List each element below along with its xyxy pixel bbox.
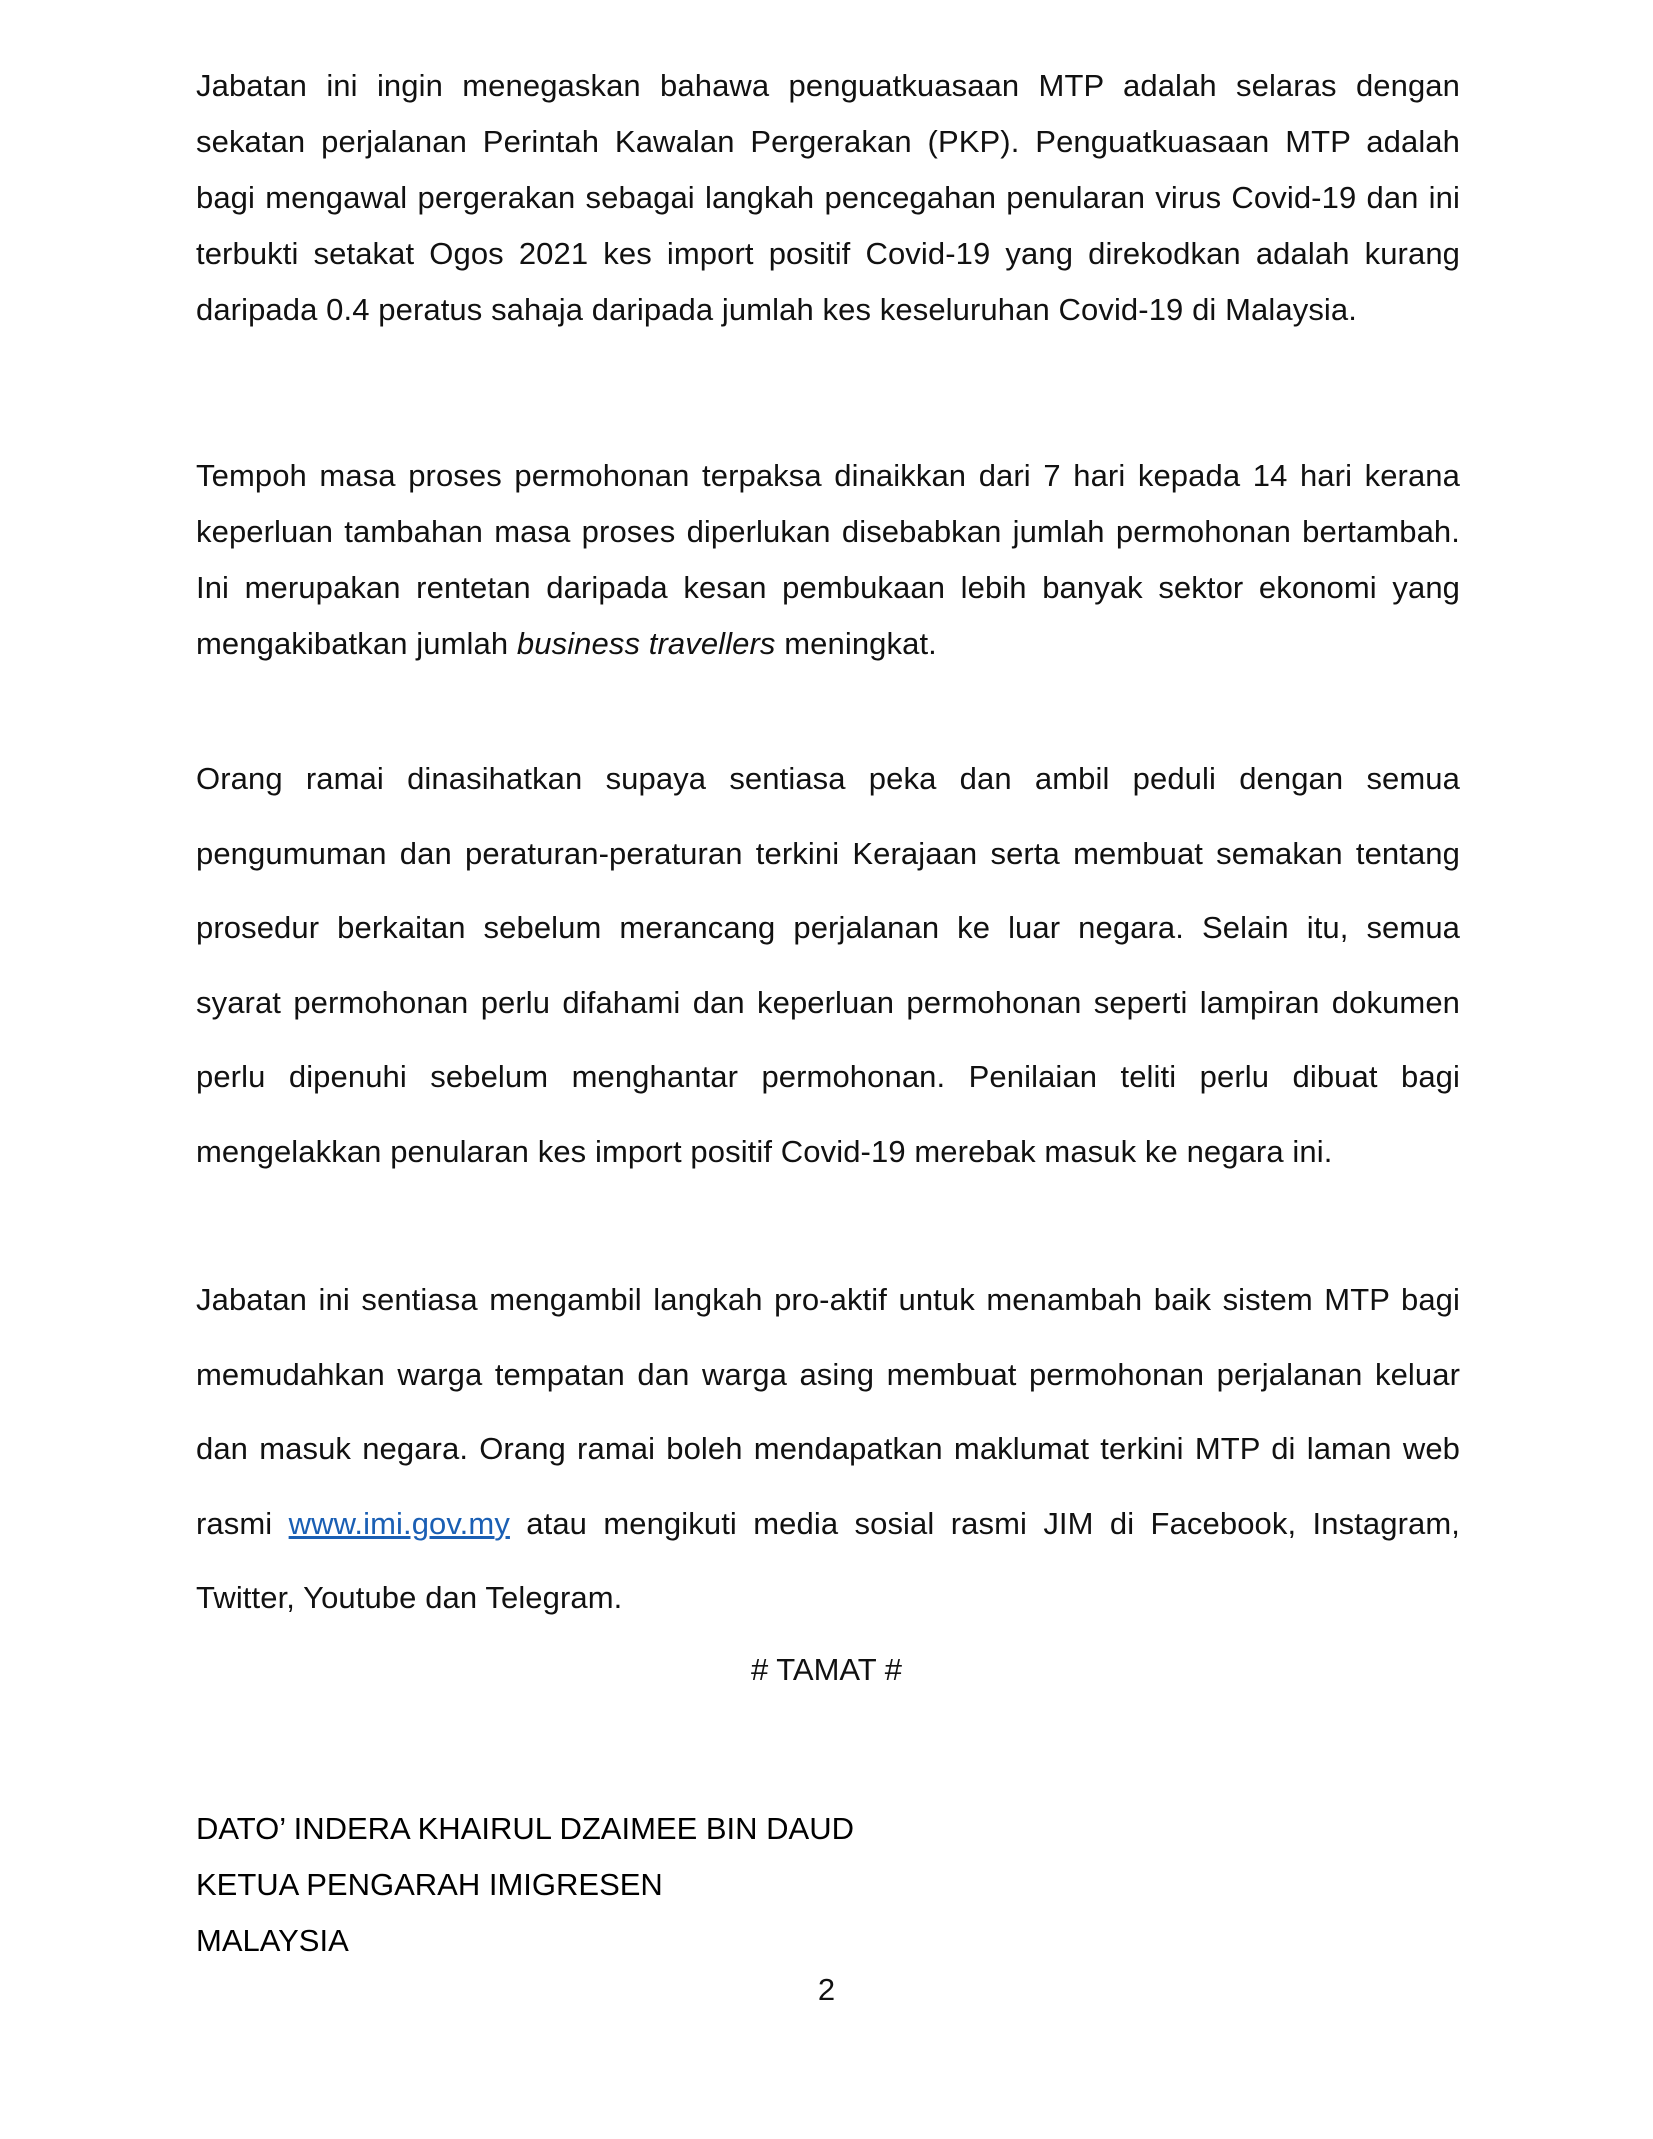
paragraph-text: Tempoh masa proses permohonan terpaksa dinaikkan dari 7 hari kepada 14 hari kerana keperluan tambahan masa proses diperlukan disebabkan jumlah permohonan bertambah. Ini merupakan rentetan daripada kesan pembukaan lebih banyak sektor ekonomi yang mengakibatkan jumlah (196, 458, 1460, 661)
paragraph-text: atau mengikuti media sosial rasmi JIM di Facebook, Instagram, Twitter, Youtube dan Telegram. (196, 1505, 1460, 1615)
paragraph-text: meningkat. (775, 626, 937, 661)
paragraph-mtp-system (196, 1263, 1460, 1636)
end-mark: # TAMAT # (750, 1652, 903, 1687)
signatory-name: DATO’ INDERA KHAIRUL DZAIMEE BIN DAUD (196, 1811, 854, 1846)
signature-block (196, 1801, 854, 1969)
page-number: 2 (817, 1972, 836, 2007)
official-website-link[interactable]: www.imi.gov.my (288, 1505, 510, 1541)
emphasis-business-travellers: business travellers (516, 626, 776, 661)
paragraph-mtp-enforcement: Jabatan ini ingin menegaskan bahawa penguatkuasaan MTP adalah selaras dengan sekatan perjalanan Perintah Kawalan Pergerakan (PKP). Penguatkuasaan MTP adalah bagi mengawal pergerakan sebagai langkah pencegahan penularan virus Covid-19 dan ini terbukti setakat Ogos 2021 kes import positif Covid-19 yang direkodkan adalah kurang daripada 0.4 peratus sahaja daripada jumlah kes keseluruhan Covid-19 di Malaysia. (196, 68, 1460, 327)
paragraph-text: Jabatan ini sentiasa mengambil langkah pro-aktif untuk menambah baik sistem MTP bagi memudahkan warga tempatan dan warga asing membuat permohonan perjalanan keluar dan masuk negara. Orang ramai boleh mendapatkan maklumat terkini MTP di laman web rasmi (196, 1282, 1460, 1541)
signatory-country: MALAYSIA (196, 1923, 349, 1958)
paragraph-processing-time (196, 448, 1460, 672)
signatory-position: KETUA PENGARAH IMIGRESEN (196, 1867, 663, 1902)
paragraph-public-advisory: Orang ramai dinasihatkan supaya sentiasa peka dan ambil peduli dengan semua pengumuman dan peraturan-peraturan terkini Kerajaan serta membuat semakan tentang prosedur berkaitan sebelum merancang perjalanan ke luar negara. Selain itu, semua syarat permohonan perlu difahami dan keperluan permohonan seperti lampiran dokumen perlu dipenuhi sebelum menghantar permohonan. Penilaian teliti perlu dibuat bagi mengelakkan penularan kes import positif Covid-19 merebak masuk ke negara ini. (196, 761, 1460, 1169)
